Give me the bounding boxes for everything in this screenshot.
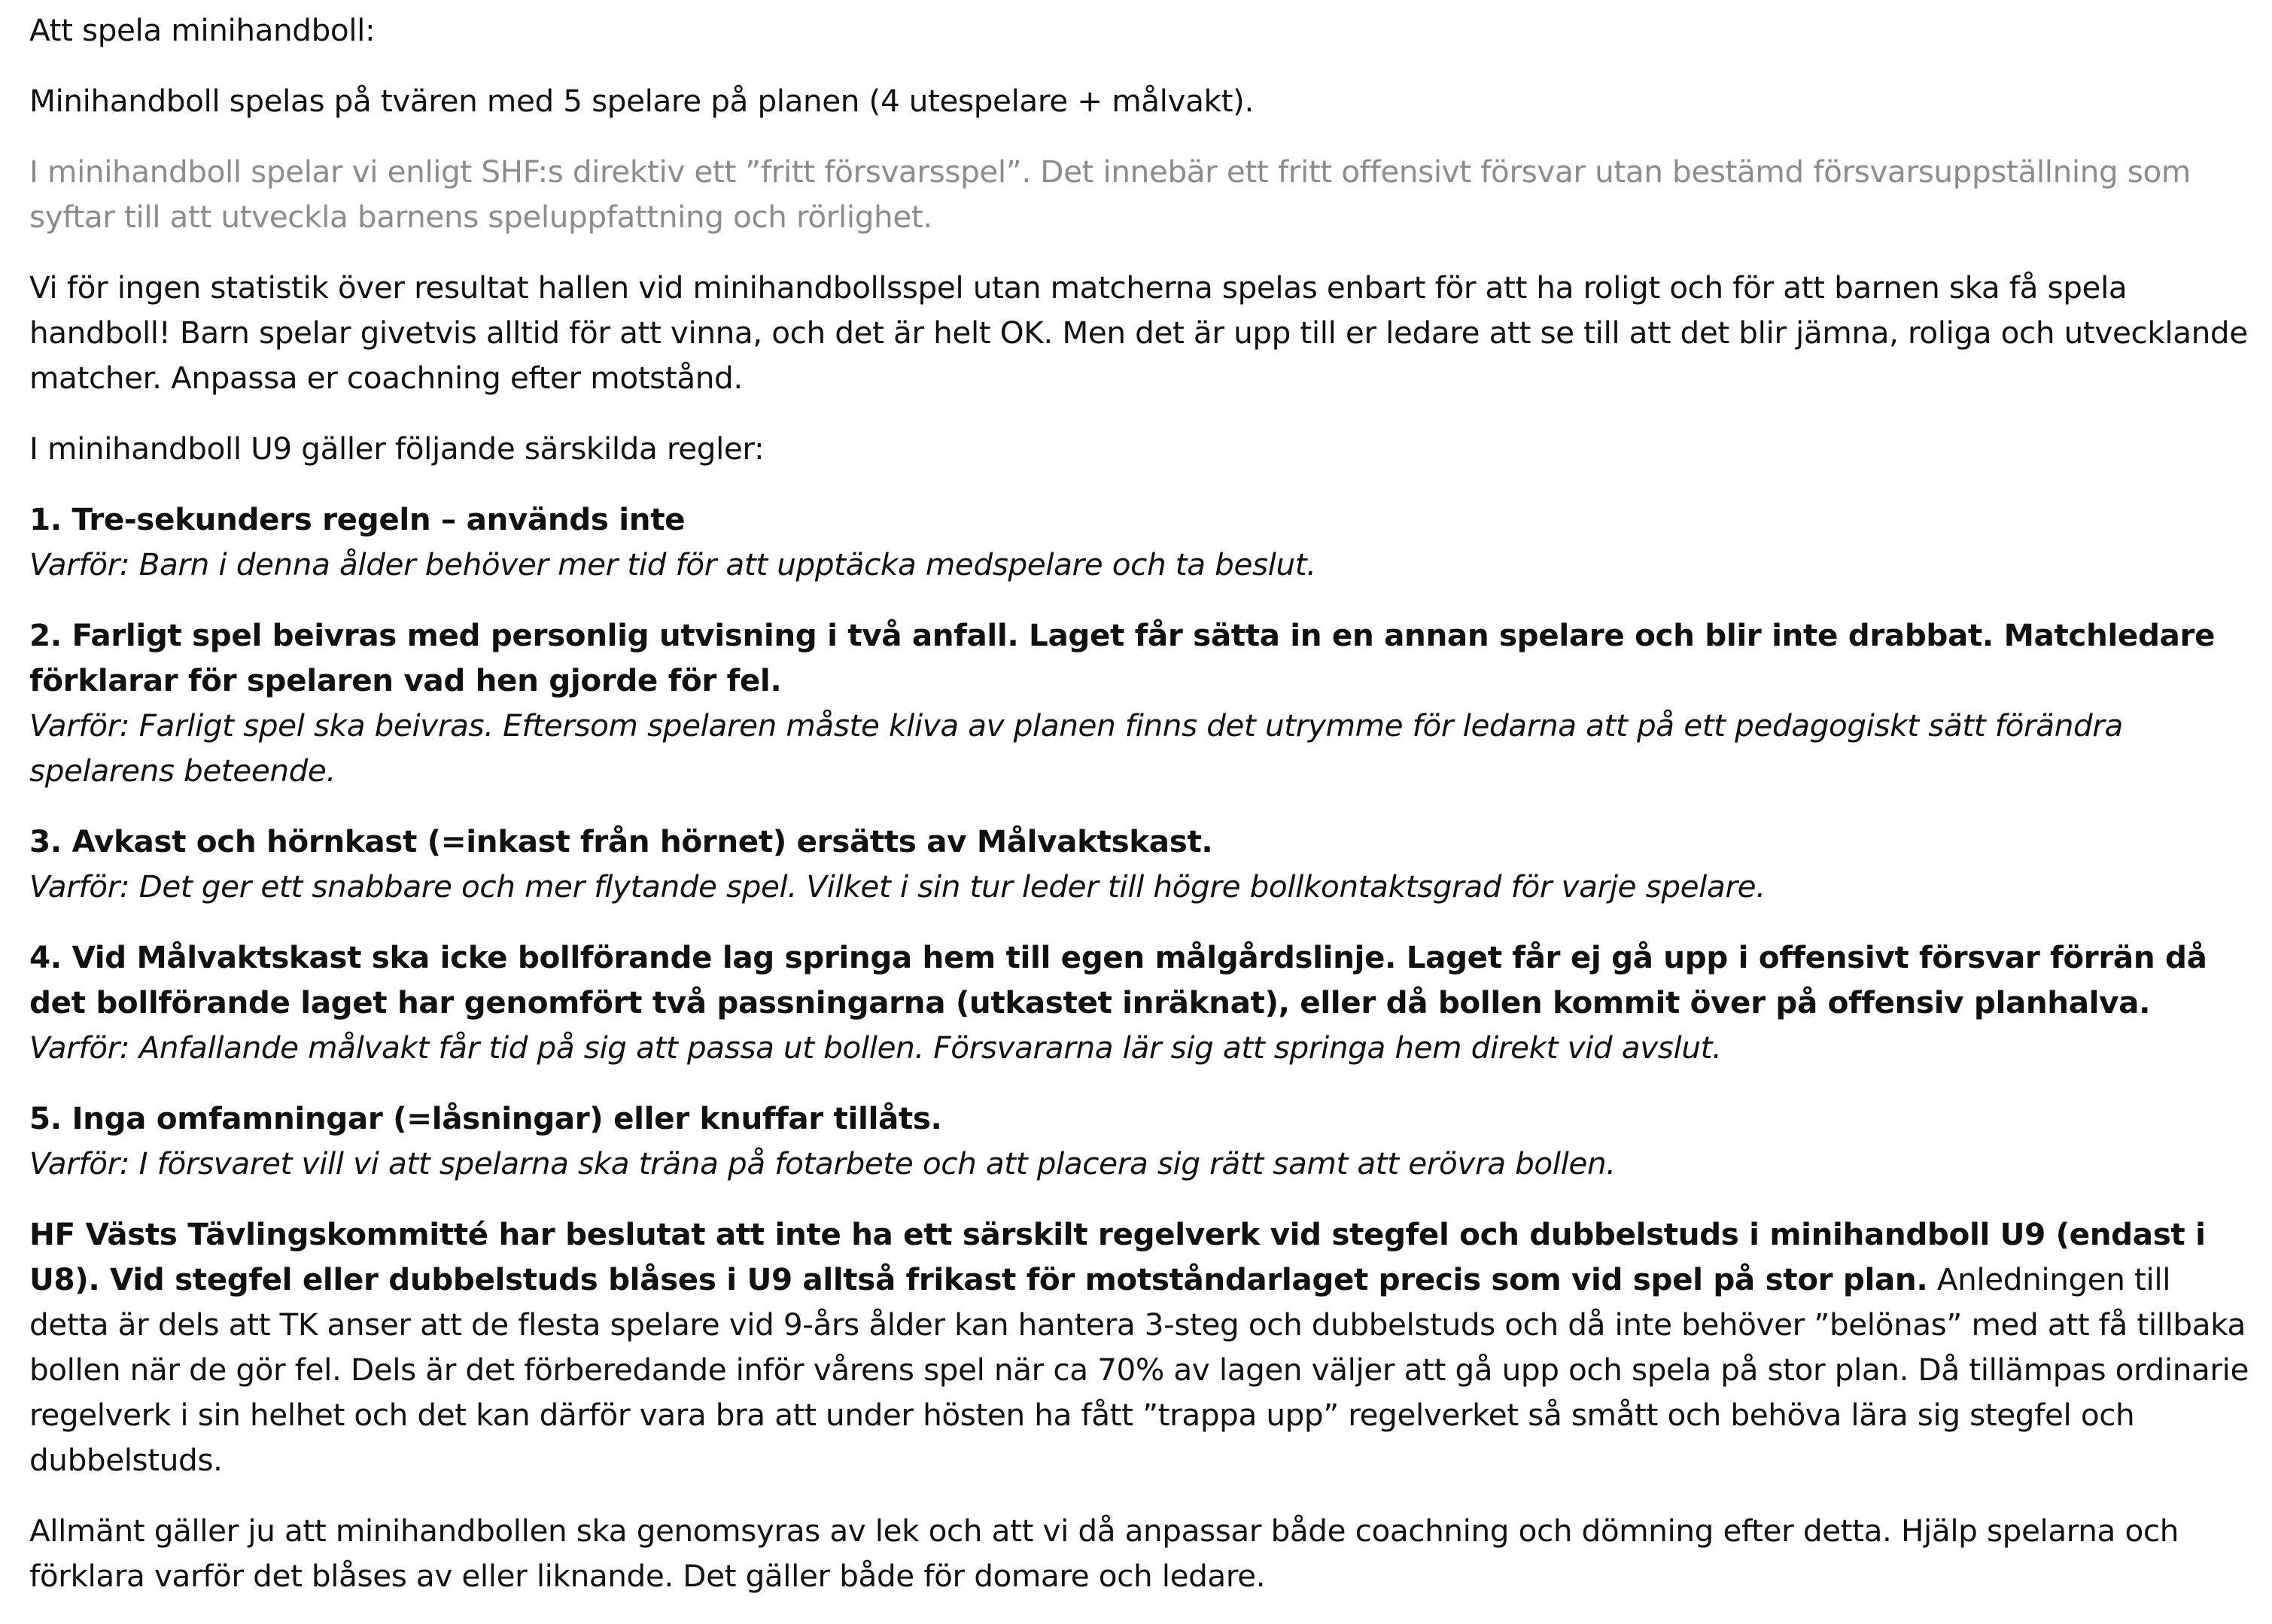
tk-decision-text: Anledningen till detta är dels att TK anser att de flesta spelare vid 9-års ålder kan hantera 3-steg och dubbelstuds och då inte behöver ”belönas” med att få tillbaka bollen när de gör fel. Dels är det förberedande inför vårens spel när ca 70% av lagen väljer att gå upp och spela på stor plan. Då tillämpas ordinarie regelverk i sin helhet och det kan därför vara bra att under hösten ha fått ”trappa upp” regelverket så smått och behöva lära sig stegfel och dubbelstuds. xyxy=(29,1261,2249,1478)
rule-3 xyxy=(29,819,2257,909)
rule-title: 1. Tre-sekunders regeln – används inte xyxy=(29,501,686,537)
rule-why: Varför: Farligt spel ska beivras. Eftersom spelaren måste kliva av planen finns det utrymme för ledarna att på ett pedagogiskt sätt förändra spelarens beteende. xyxy=(29,707,2123,789)
document-body xyxy=(29,8,2257,1624)
paragraph-closing: Allmänt gäller ju att minihandbollen ska genomsyras av lek och att vi då anpassar både coachning och dömning efter detta. Hjälp spelarna och förklara varför det blåses av eller liknande. Det gäller både för domare och ledare. xyxy=(29,1513,2179,1594)
paragraph-statistics: Vi för ingen statistik över resultat hallen vid minihandbollsspel utan matcherna spelas enbart för att ha roligt och för att barnen ska få spela handboll! Barn spelar givetvis alltid för att vinna, och det är helt OK. Men det är upp till er ledare att se till att det blir jämna, roliga och utvecklande matcher. Anpassa er coachning efter motstånd. xyxy=(29,269,2248,396)
rule-title: 3. Avkast och hörnkast (=inkast från hörnet) ersätts av Målvaktskast. xyxy=(29,823,1213,859)
rule-why: Varför: Barn i denna ålder behöver mer tid för att upptäcka medspelare och ta beslut. xyxy=(29,546,1316,582)
document-title: Att spela minihandboll: xyxy=(29,12,376,48)
rule-title: 5. Inga omfamningar (=låsningar) eller knuffar tillåts. xyxy=(29,1100,942,1136)
paragraph-rules-intro: I minihandboll U9 gäller följande särskilda regler: xyxy=(29,430,765,467)
rule-why: Varför: Anfallande målvakt får tid på sig att passa ut bollen. Försvararna lär sig att springa hem direkt vid avslut. xyxy=(29,1029,1722,1066)
rule-title: 4. Vid Målvaktskast ska icke bollförande lag springa hem till egen målgårdslinje. Laget får ej gå upp i offensivt försvar förrän då det bollförande laget har genomfört två passningarna (utkastet inräknat), eller då bollen kommit över på offensiv planhalva. xyxy=(29,939,2207,1020)
rule-why: Varför: Det ger ett snabbare och mer flytande spel. Vilket i sin tur leder till högre bollkontaktsgrad för varje spelare. xyxy=(29,868,1766,905)
paragraph-tk-decision xyxy=(29,1212,2257,1483)
rule-1 xyxy=(29,497,2257,587)
rule-5 xyxy=(29,1096,2257,1186)
rule-2 xyxy=(29,613,2257,793)
tk-decision-bold: HF Västs Tävlingskommitté har beslutat att inte ha ett särskilt regelverk vid stegfel och dubbelstuds i minihandboll U9 (endast i U8). Vid stegfel eller dubbelstuds blåses i U9 alltså frikast för motståndarlaget precis som vid spel på stor plan. xyxy=(29,1216,2206,1297)
rule-why: Varför: I försvaret vill vi att spelarna ska träna på fotarbete och att placera sig rätt samt att erövra bollen. xyxy=(29,1145,1616,1182)
paragraph-intro: Minihandboll spelas på tvären med 5 spelare på planen (4 utespelare + målvakt). xyxy=(29,83,1254,119)
rule-4 xyxy=(29,935,2257,1070)
rule-title: 2. Farligt spel beivras med personlig utvisning i två anfall. Laget får sätta in en annan spelare och blir inte drabbat. Matchledare förklarar för spelaren vad hen gjorde för fel. xyxy=(29,617,2216,698)
paragraph-defense: I minihandboll spelar vi enligt SHF:s direktiv ett ”fritt försvarsspel”. Det innebär ett fritt offensivt försvar utan bestämd försvarsuppställning som syftar till att utveckla barnens speluppfattning och rörlighet. xyxy=(29,154,2191,235)
